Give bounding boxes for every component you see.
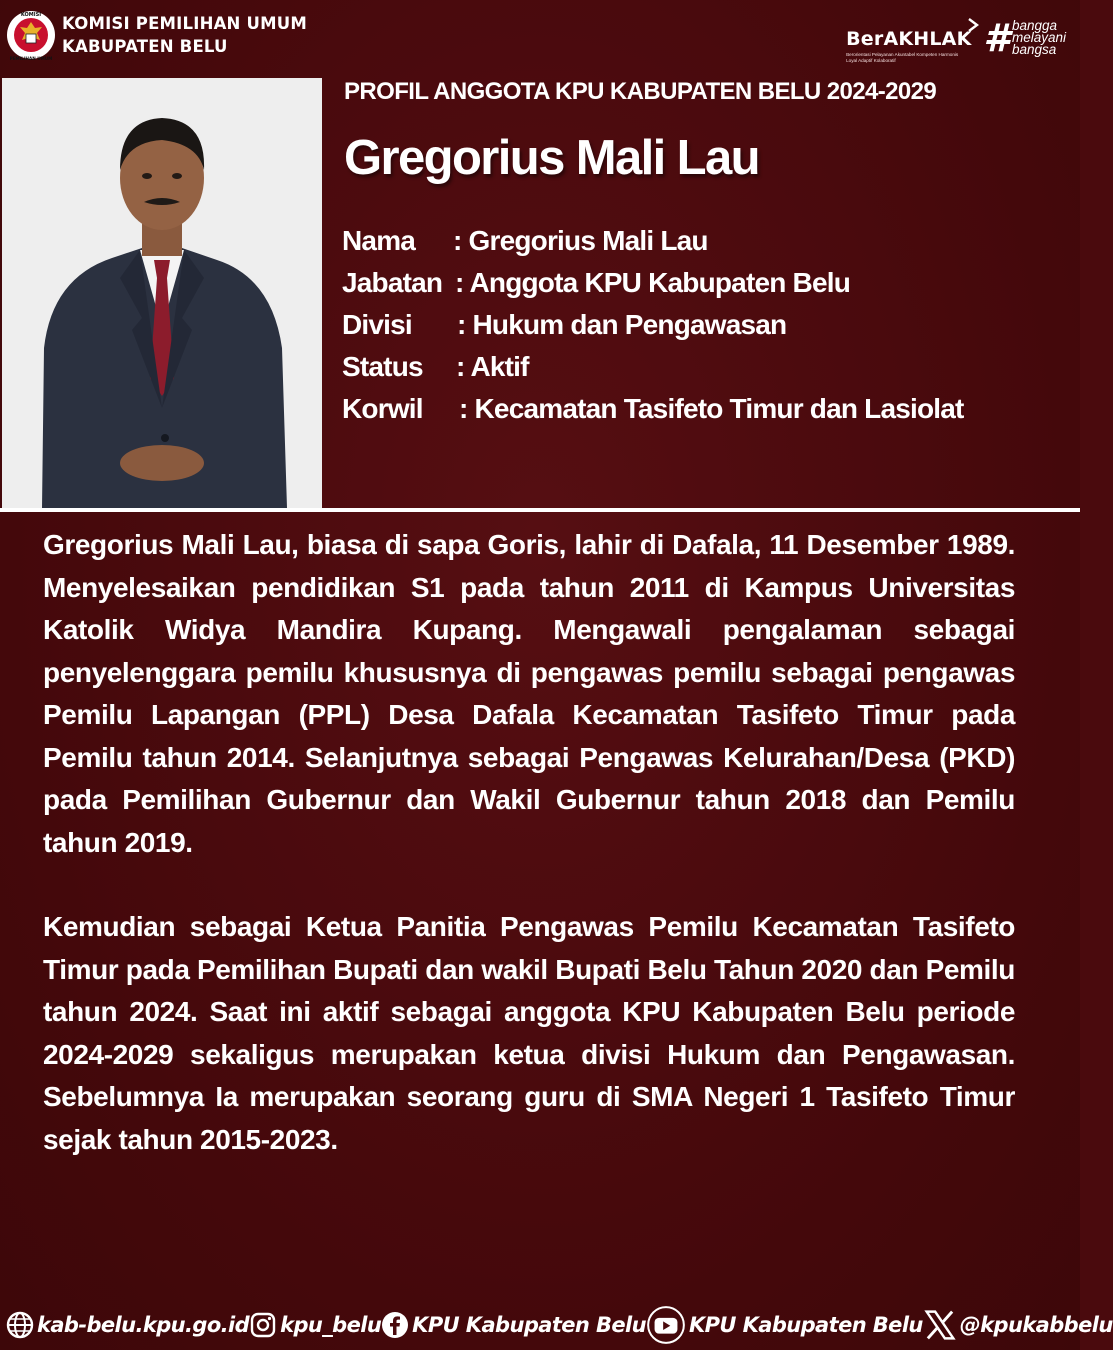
profile-label: PROFIL ANGGOTA KPU KABUPATEN BELU 2024-2029 xyxy=(344,78,937,105)
youtube-icon xyxy=(646,1305,686,1345)
facebook-text: KPU Kabupaten Belu xyxy=(412,1313,646,1337)
social-footer xyxy=(0,1300,1113,1350)
globe-icon xyxy=(6,1311,34,1339)
berakhlak-logo xyxy=(846,18,971,64)
bio-paragraph-2: Kemudian sebagai Ketua Panitia Pengawas Pemilu Kecamatan Tasifeto Timur pada Pemilihan Bupati dan wakil Bupati Belu Tahun 2020 dan Pemilu tahun 2024. Saat ini aktif sebagai anggota KPU Kabupaten Belu periode 2024-2029 sekaligus merupakan ketua divisi Hukum dan Pengawasan. Sebelumnya Ia merupakan seorang guru di SMA Negeri 1 Tasifeto Timur sejak tahun 2015-2023. xyxy=(43,911,1015,1155)
field-key: Jabatan xyxy=(342,267,443,298)
field-divisi xyxy=(342,304,964,346)
instagram-icon xyxy=(249,1311,277,1339)
bangga-line-1: bangga xyxy=(1011,18,1058,33)
youtube-text: KPU Kabupaten Belu xyxy=(688,1313,923,1337)
section-divider xyxy=(0,508,1080,512)
hash-icon: # xyxy=(983,16,1010,60)
x-text: @kpukabbelu xyxy=(959,1313,1113,1337)
website-link[interactable] xyxy=(6,1311,249,1339)
bio-paragraph-1: Gregorius Mali Lau, biasa di sapa Goris, lahir di Dafala, 11 Desember 1989. Menyelesaikan pendidikan S1 pada tahun 2011 di Kampus Universitas Katolik Widya Mandira Kupang. Mengawali pengalaman sebagai penyelenggara pemilu khususnya di pengawas pemilu sebagai pengawas Pemilu Lapangan (PPL) Desa Dafala Kecamatan Tasifeto Timur pada Pemilu tahun 2014. Selanjutnya sebagai Pengawas Kelurahan/Desa (PKD) pada Pemilihan Gubernur dan Wakil Gubernur tahun 2018 dan Pemilu tahun 2019. xyxy=(43,529,1015,858)
field-key: Korwil xyxy=(342,393,423,424)
field-value: : Hukum dan Pengawasan xyxy=(457,309,787,340)
portrait-illustration xyxy=(2,78,322,508)
org-line-2: KABUPATEN BELU xyxy=(62,37,228,56)
field-key: Status xyxy=(342,351,423,382)
org-line-1: KOMISI PEMILIHAN UMUM xyxy=(62,14,307,33)
kpu-emblem-icon xyxy=(6,6,56,64)
x-link[interactable] xyxy=(923,1308,1113,1342)
facebook-icon xyxy=(381,1311,409,1339)
instagram-link[interactable] xyxy=(249,1311,381,1339)
member-photo xyxy=(2,78,322,508)
berakhlak-sub: Berorientasi Pelayanan Akuntabel Kompeten Harmonis Loyal Adaptif Kolaboratif xyxy=(846,52,959,63)
org-header xyxy=(6,6,307,64)
x-logo-icon xyxy=(923,1308,957,1342)
field-key: Divisi xyxy=(342,309,412,340)
field-status xyxy=(342,346,964,388)
field-nama xyxy=(342,220,964,262)
berakhlak-word: BerAKHLAK xyxy=(846,28,972,50)
website-text: kab-belu.kpu.go.id xyxy=(37,1313,250,1337)
field-korwil xyxy=(342,388,964,430)
field-value: : Gregorius Mali Lau xyxy=(453,225,708,256)
arrow-icon xyxy=(966,18,980,32)
brand-logos xyxy=(846,18,1066,64)
bangga-line-3: bangsa xyxy=(1011,42,1057,57)
field-key: Nama xyxy=(342,225,416,256)
emblem-bottom-text: PEMILIHAN UMUM xyxy=(9,56,53,61)
field-value: : Aktif xyxy=(456,351,529,382)
emblem-top-text: KOMISI xyxy=(20,12,42,18)
youtube-link[interactable] xyxy=(646,1305,923,1345)
member-name: Gregorius Mali Lau xyxy=(344,131,759,185)
profile-fields xyxy=(342,220,964,430)
field-value: : Kecamatan Tasifeto Timur dan Lasiolat xyxy=(459,393,964,424)
bangga-melayani-logo xyxy=(984,18,1066,58)
field-value: : Anggota KPU Kabupaten Belu xyxy=(455,267,851,298)
field-jabatan xyxy=(342,262,964,304)
facebook-link[interactable] xyxy=(381,1311,646,1339)
instagram-text: kpu_belu xyxy=(280,1313,382,1337)
bangga-line-2: melayani xyxy=(1011,30,1066,45)
